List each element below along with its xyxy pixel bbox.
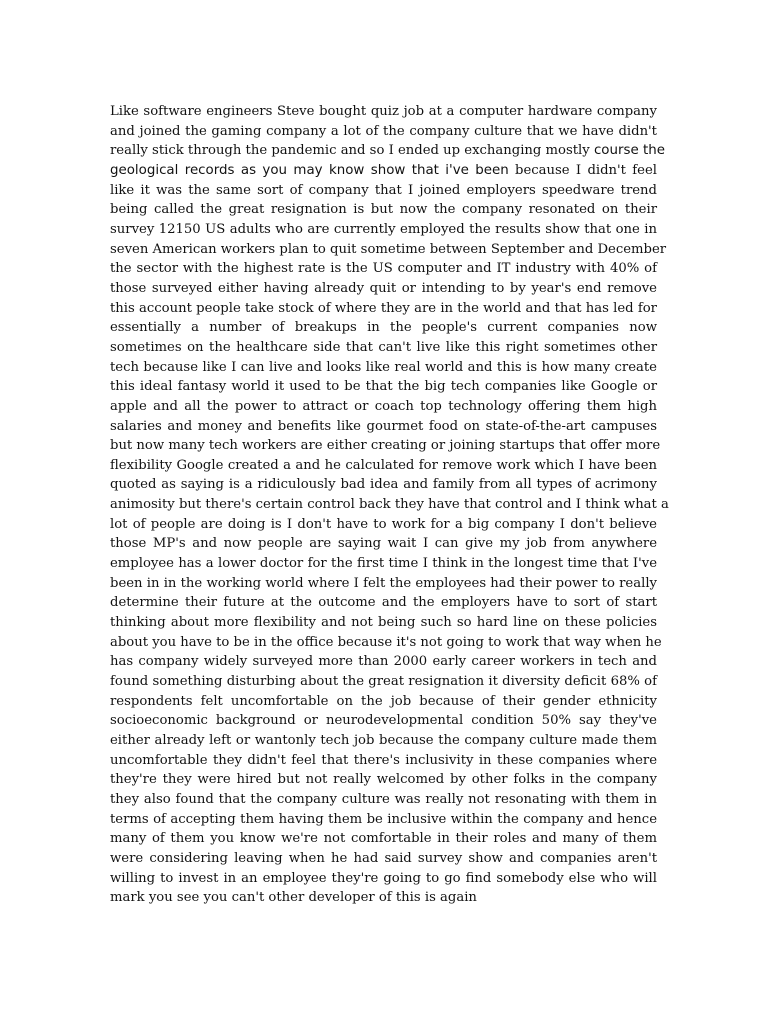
- text-line: those MP's and now people are saying wait I can give my job from anywhere: [110, 536, 657, 552]
- text-line: either already left or wantonly tech job because the company culture made them: [110, 733, 657, 748]
- text-line: willing to invest in an employee they're going to go find somebody else who will: [110, 870, 657, 886]
- text-line: were considering leaving when he had said survey show and companies aren't: [110, 850, 657, 866]
- text-line: apple and all the power to attract or coach top technology offering them high: [110, 398, 657, 414]
- text-line: found something disturbing about the great resignation it diversity deficit 68% of: [110, 674, 657, 690]
- text-segment-sans: course the: [593, 143, 665, 159]
- text-line: seven American workers plan to quit sometime between September and December: [110, 241, 667, 257]
- text-segment-sans: geological records as you may know show that i've been: [110, 162, 509, 178]
- text-line: employee has a lower doctor for the first time I think in the longest time that I've: [110, 556, 657, 572]
- text-line: the sector with the highest rate is the US computer and IT industry with 40% of: [110, 261, 657, 277]
- text-line: those surveyed either having already quit or intending to by year's end remove: [110, 280, 657, 296]
- text-line: this ideal fantasy world it used to be that the big tech companies like Google or: [110, 379, 657, 395]
- text-line: like it was the same sort of company that I joined employers speedware trend: [110, 182, 657, 198]
- text-line: flexibility Google created a and he calculated for remove work which I have been: [110, 457, 657, 473]
- text-line: socioeconomic background or neurodevelopmental condition 50% say they've: [110, 713, 657, 729]
- text-line: thinking about more flexibility and not being such so hard line on these policies: [110, 615, 657, 631]
- text-line: about you have to be in the office because it's not going to work that way when he: [110, 634, 662, 650]
- text-line: survey 12150 US adults who are currently employed the results show that one in: [110, 221, 657, 237]
- text-line: salaries and money and benefits like gourmet food on state-of-the-art campuses: [110, 418, 657, 434]
- text-line: quoted as saying is a ridiculously bad idea and family from all types of acrimony: [110, 477, 657, 493]
- text-segment: really stick through the pandemic and so I ended up exchanging mostly: [110, 143, 590, 159]
- text-line: but now many tech workers are either creating or joining startups that offer more: [110, 438, 661, 454]
- text-line: and joined the gaming company a lot of the company culture that we have didn't: [110, 123, 657, 139]
- text-segment: because I didn't feel: [515, 162, 657, 178]
- text-line: animosity but there's certain control back they have that control and I think what a: [110, 497, 669, 513]
- text-line: many of them you know we're not comfortable in their roles and many of them: [110, 831, 657, 847]
- text-line: terms of accepting them having them be inclusive within the company and hence: [110, 811, 657, 827]
- text-line: [110, 161, 657, 181]
- text-line: has company widely surveyed more than 2000 early career workers in tech and: [110, 654, 657, 670]
- text-line: tech because like I can live and looks like real world and this is how many create: [110, 359, 657, 375]
- text-line: they also found that the company culture was really not resonating with them in: [110, 791, 657, 807]
- transcript-text: [110, 102, 669, 908]
- text-line: sometimes on the healthcare side that can't live like this right sometimes other: [110, 339, 657, 355]
- text-line: respondents felt uncomfortable on the job because of their gender ethnicity: [110, 693, 657, 709]
- text-line: uncomfortable they didn't feel that there's inclusivity in these companies where: [110, 752, 657, 768]
- text-line: mark you see you can't other developer of this is again: [110, 890, 477, 906]
- text-line: being called the great resignation is but now the company resonated on their: [110, 202, 657, 218]
- text-line: they're they were hired but not really welcomed by other folks in the company: [110, 772, 657, 788]
- text-line: [110, 141, 665, 161]
- text-line: lot of people are doing is I don't have to work for a big company I don't believe: [110, 516, 657, 532]
- text-line: been in in the working world where I felt the employees had their power to really: [110, 575, 657, 591]
- text-line: this account people take stock of where they are in the world and that has led for: [110, 300, 657, 316]
- text-line: determine their future at the outcome and the employers have to sort of start: [110, 595, 657, 611]
- text-line: essentially a number of breakups in the people's current companies now: [110, 320, 657, 336]
- text-line: Like software engineers Steve bought quiz job at a computer hardware company: [110, 104, 657, 119]
